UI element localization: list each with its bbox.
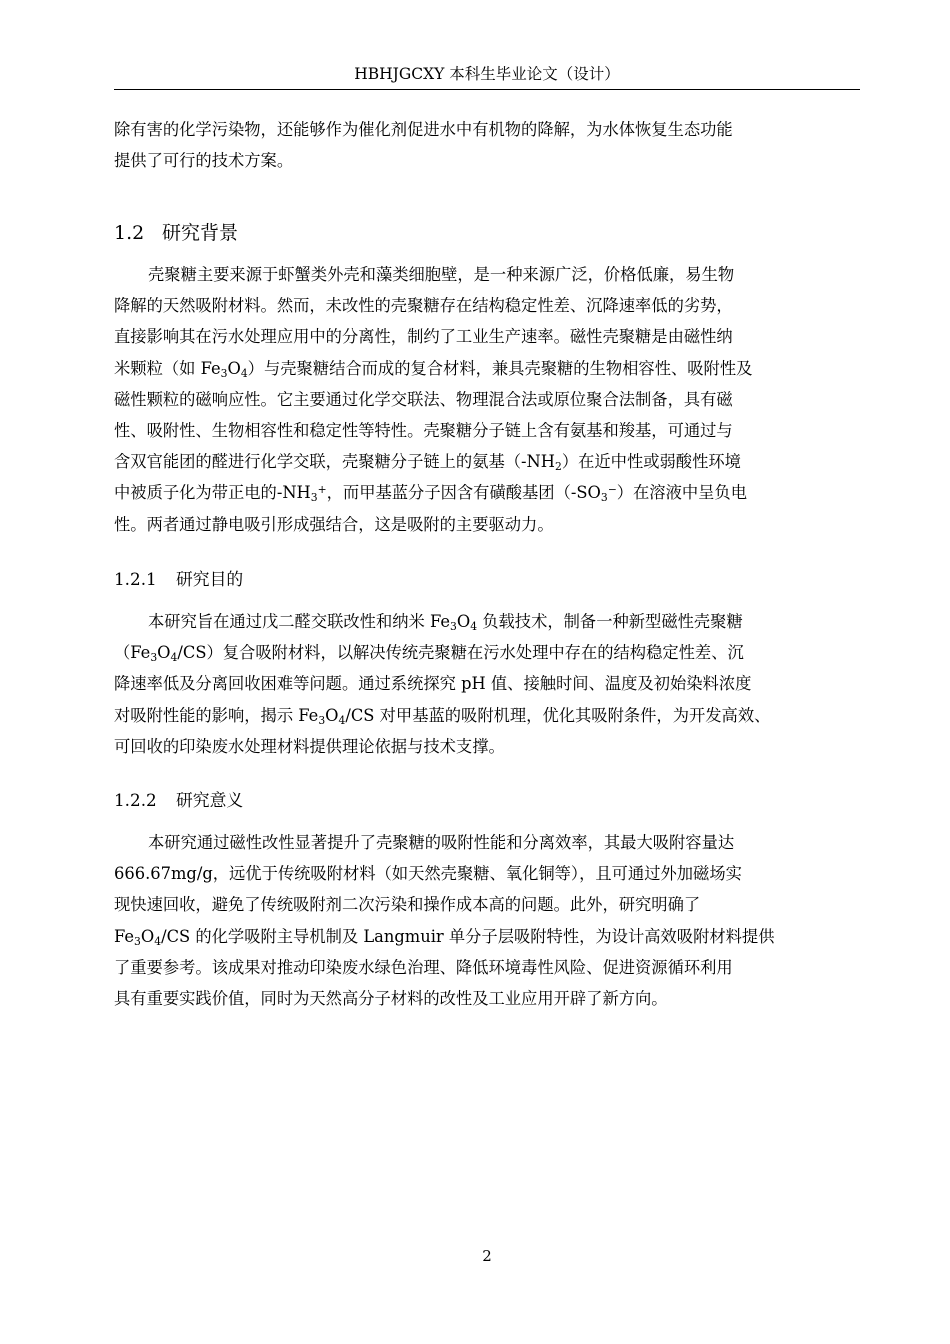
subsection-heading-1-2-1: [114, 566, 243, 592]
text-line: 具有重要实践价值，同时为天然高分子材料的改性及工业应用开辟了新方向。: [114, 989, 668, 1009]
intro-paragraph: [114, 114, 860, 176]
text-line: 壳聚糖主要来源于虾蟹类外壳和藻类细胞壁，是一种来源广泛，价格低廉，易生物: [148, 265, 735, 284]
section-number: 1.2: [114, 222, 145, 244]
section-title: 研究背景: [162, 222, 239, 244]
header-rule: [114, 89, 860, 90]
text-line: 对吸附性能的影响，揭示 $Fe_3O_4/CS$ 对甲基蓝的吸附机理，优化其吸附条件，为开发高效、: [114, 705, 771, 727]
text-line: 本研究旨在通过戊二醛交联改性和纳米 $Fe_3O_4$ 负载技术，制备一种新型磁性壳聚糖: [148, 612, 743, 633]
significance-paragraph: [114, 827, 860, 1014]
text-line: 666.67mg/g，远优于传统吸附材料（如天然壳聚糖、氧化铜等），且可通过外加磁场实: [114, 864, 742, 884]
text-line: $(Fe_3O_4/CS)$复合吸附材料，以解决传统壳聚糖在污水处理中存在的结构稳定性差、沉: [114, 643, 744, 665]
text-line: 现快速回收，避免了传统吸附剂二次污染和操作成本高的问题。此外，研究明确了: [114, 895, 701, 915]
text-line: 性。两者通过静电吸引形成强结合，这是吸附的主要驱动力。: [114, 514, 554, 534]
text-line: 了重要参考。该成果对推动印染废水绿色治理、降低环境毒性风险、促进资源循环利用: [114, 957, 733, 977]
page-number: 2: [482, 1247, 492, 1265]
text-line: 直接影响其在污水处理应用中的分离性，制约了工业生产速率。磁性壳聚糖是由磁性纳: [114, 327, 733, 347]
subsection-heading-1-2-2: [114, 787, 243, 813]
text-line: 米颗粒（如 $Fe_3O_4$）与壳聚糖结合而成的复合材料，兼具壳聚糖的生物相容性、吸附性及: [114, 358, 753, 380]
background-paragraph: [114, 259, 860, 540]
text-line: $Fe_3O_4/CS$ 的化学吸附主导机制及 Langmuir 单分子层吸附特性，为设计高效吸附材料提供: [114, 926, 775, 948]
section-heading-1-2: [114, 219, 238, 247]
text-line: 降速率低及分离回收困难等问题。通过系统探究 pH 值、接触时间、温度及初始染料浓度: [114, 674, 752, 694]
subsection-number: 1.2.1: [114, 569, 157, 589]
running-header: HBHJGCXY 本科生毕业论文（设计）: [354, 65, 620, 83]
text-line: 中被质子化为带正电的$-NH_3^+$，而甲基蓝分子因含有磺酸基团$(-SO_3^-)$在溶液中呈负电: [114, 483, 747, 505]
text-line: 本研究通过磁性改性显著提升了壳聚糖的吸附性能和分离效率，其最大吸附容量达: [148, 833, 735, 852]
text-line: 除有害的化学污染物，还能够作为催化剂促进水中有机物的降解，为水体恢复生态功能: [114, 120, 733, 139]
text-line: 可回收的印染废水处理材料提供理论依据与技术支撑。: [114, 736, 505, 756]
text-line: 提供了可行的技术方案。: [114, 151, 294, 171]
text-line: 含双官能团的醛进行化学交联，壳聚糖分子链上的氨基$(-NH_2)$在近中性或弱酸性环境: [114, 452, 741, 474]
subsection-number: 1.2.2: [114, 790, 157, 810]
subsection-title: 研究意义: [176, 790, 244, 810]
text-line: 性、吸附性、生物相容性和稳定性等特性。壳聚糖分子链上含有氨基和羧基，可通过与: [114, 421, 733, 441]
text-line: 磁性颗粒的磁响应性。它主要通过化学交联法、物理混合法或原位聚合法制备，具有磁: [114, 389, 733, 409]
purpose-paragraph: [114, 606, 860, 762]
subsection-title: 研究目的: [176, 569, 244, 589]
text-line: 降解的天然吸附材料。然而，未改性的壳聚糖存在结构稳定性差、沉降速率低的劣势，: [114, 296, 733, 316]
